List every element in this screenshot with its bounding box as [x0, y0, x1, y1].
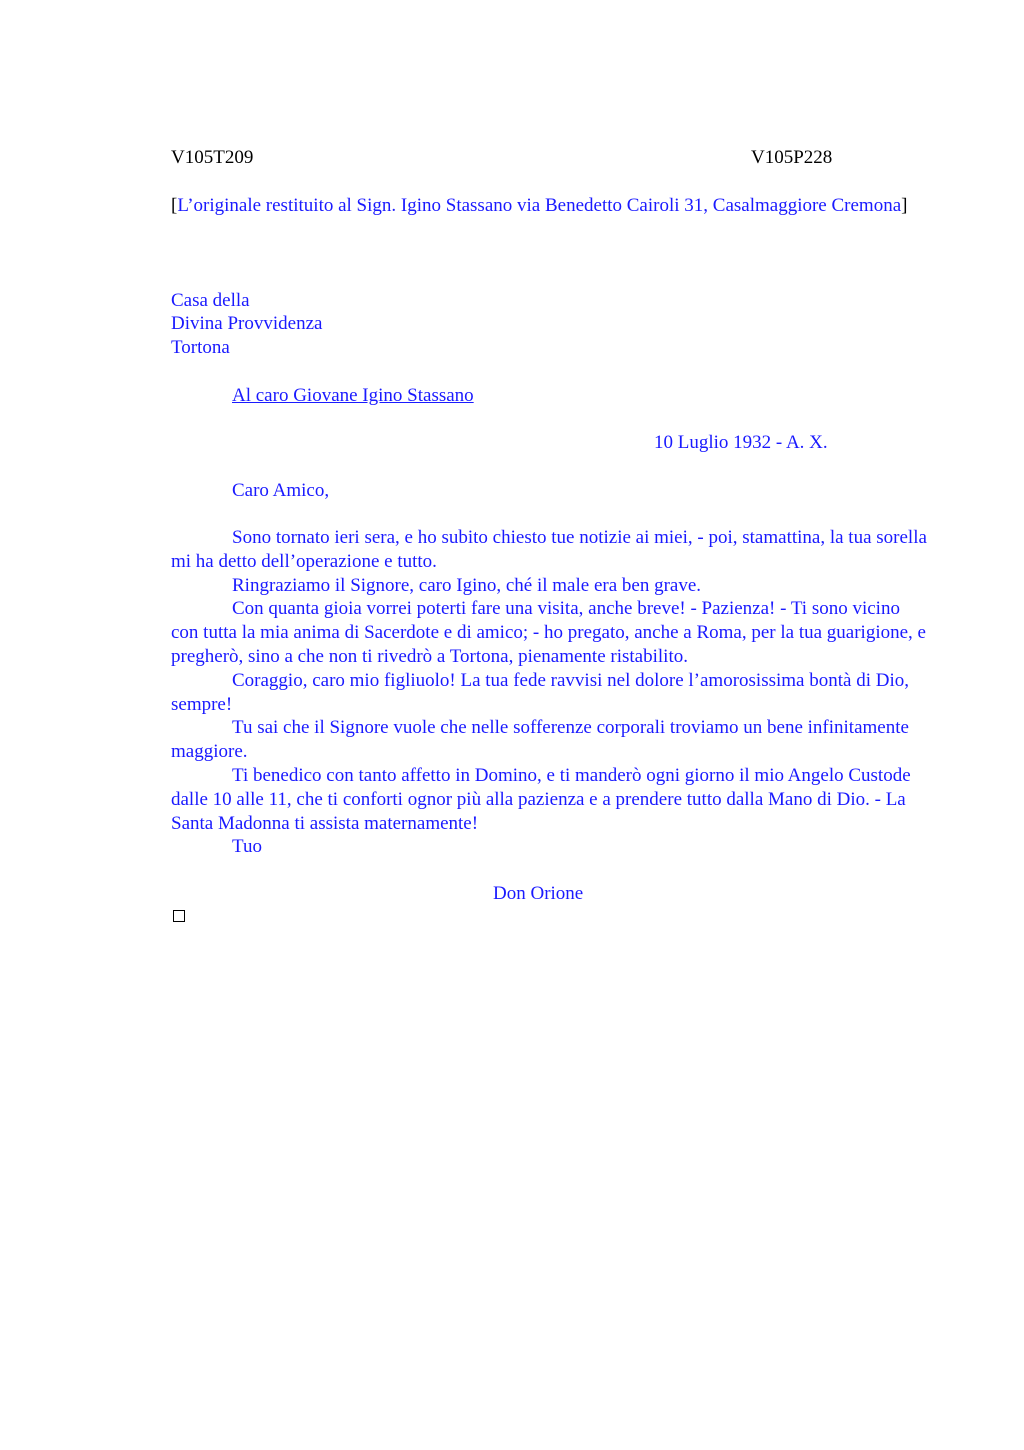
letter-body: [171, 526, 931, 859]
sender-line-2: Divina Provvidenza: [171, 313, 323, 334]
paragraph: Sono tornato ieri sera, e ho subito chiesto tue notizie ai miei, - poi, stamattina, la tua sorella mi ha detto dell’operazione e tutto.: [171, 527, 927, 572]
sender-line-1: Casa della: [171, 290, 250, 311]
paragraph: Tu sai che il Signore vuole che nelle sofferenze corporali troviamo un bene infinitamente maggiore.: [171, 717, 909, 763]
salutation: Caro Amico,: [232, 480, 330, 501]
note-close-bracket: ]: [901, 195, 908, 216]
right-reference-code: V105P228: [751, 147, 833, 168]
archival-note: [171, 194, 911, 217]
note-open-bracket: [: [171, 195, 178, 216]
addressee: Al caro Giovane Igino Stassano: [232, 385, 474, 406]
signature: Don Orione: [493, 883, 584, 904]
end-square-marker: [173, 910, 185, 922]
sender-line-3: Tortona: [171, 337, 230, 358]
closing-word: Tuo: [232, 836, 262, 858]
paragraph: Ringraziamo il Signore, caro Igino, ché il male era ben grave.: [232, 574, 702, 596]
paragraph: Coraggio, caro mio figliuolo! La tua fede ravvisi nel dolore l’amorosissima bontà di Dio, sempre!: [171, 669, 909, 715]
left-reference-code: V105T209: [171, 147, 254, 168]
note-text: L’originale restituito al Sign. Igino Stassano via Benedetto Cairoli 31, Casalmaggiore Cremona: [177, 195, 902, 216]
letter-date: 10 Luglio 1932 - A. X.: [654, 432, 828, 453]
paragraph: Ti benedico con tanto affetto in Domino, e ti manderò ogni giorno il mio Angelo Custode dalle 10 alle 11, che ti conforti ognor più alla pazienza e a prendere tutto dalla Mano di Dio. - La Santa Madonna ti assista maternamente!: [171, 764, 911, 834]
paragraph: Con quanta gioia vorrei poterti fare una visita, anche breve! - Pazienza! - Ti sono vicino con tutta la mia anima di Sacerdote e di amico; - ho pregato, anche a Roma, per la tua guarigione, e pregherò, sino a che non ti rivedrò a Tortona, pienamente ristabilito.: [171, 598, 926, 667]
